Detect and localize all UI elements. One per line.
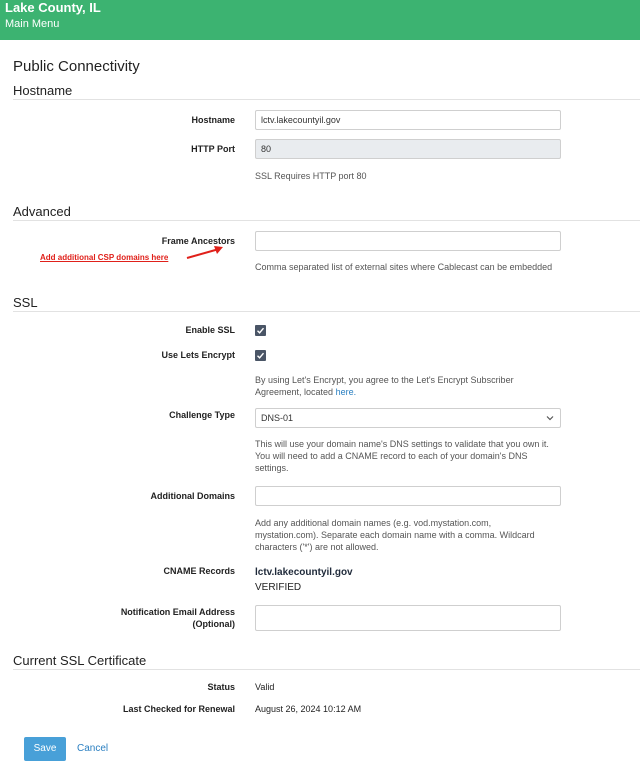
subscriber-agreement-link[interactable]: here. (335, 387, 357, 397)
notification-email-label-line: Notification Email Address (120, 607, 235, 617)
section-divider (13, 669, 640, 670)
http-port-input (255, 139, 561, 159)
certificate-status-label: Status (207, 682, 235, 692)
notification-email-input[interactable] (255, 605, 561, 631)
lets-encrypt-help-line: By using Let's Encrypt, you agree to the Let's Encrypt Subscriber (255, 375, 514, 385)
notification-email-label-line: (Optional) (192, 619, 235, 629)
section-divider (13, 220, 640, 221)
http-port-help: SSL Requires HTTP port 80 (255, 171, 367, 181)
annotation-arrow-icon (185, 244, 225, 262)
challenge-type-value: DNS-01 (261, 413, 294, 423)
cname-records-label: CNAME Records (163, 566, 235, 576)
frame-ancestors-label: Frame Ancestors (161, 236, 235, 246)
csp-annotation: Add additional CSP domains here (40, 253, 169, 262)
section-title-hostname: Hostname (13, 83, 73, 98)
enable-ssl-checkbox[interactable] (255, 325, 266, 336)
challenge-help-line: settings. (255, 463, 289, 473)
lets-encrypt-label: Use Lets Encrypt (161, 350, 235, 360)
cancel-link[interactable]: Cancel (77, 743, 109, 754)
checkmark-icon (256, 326, 265, 335)
save-button[interactable]: Save (24, 737, 66, 761)
last-checked-label: Last Checked for Renewal (122, 704, 235, 714)
brand-name[interactable]: Lake County, IL (5, 0, 101, 15)
cname-record-status: VERIFIED (255, 582, 302, 593)
section-title-ssl: SSL (13, 295, 38, 310)
challenge-type-help (255, 438, 565, 474)
additional-domains-help (255, 517, 565, 553)
section-title-current-certificate: Current SSL Certificate (13, 653, 147, 668)
page-title: Public Connectivity (13, 58, 140, 75)
hostname-label: Hostname (191, 115, 235, 125)
lets-encrypt-help-text: Agreement, located (255, 387, 334, 397)
challenge-type-select[interactable] (255, 408, 561, 428)
enable-ssl-label: Enable SSL (185, 325, 235, 335)
additional-domains-input[interactable] (255, 486, 561, 506)
challenge-help-line: This will use your domain name's DNS settings to validate that you own it. (255, 439, 549, 449)
cname-record-host: lctv.lakecountyil.gov (255, 567, 353, 578)
section-divider (13, 99, 640, 100)
notification-email-label (121, 606, 235, 630)
lets-encrypt-help (255, 374, 565, 398)
checkmark-icon (256, 351, 265, 360)
top-navbar (0, 0, 640, 40)
frame-ancestors-help: Comma separated list of external sites where Cablecast can be embedded (255, 262, 553, 272)
hostname-input[interactable] (255, 110, 561, 130)
http-port-label: HTTP Port (191, 144, 235, 154)
section-title-advanced: Advanced (13, 204, 71, 219)
lets-encrypt-help-line (255, 386, 565, 398)
challenge-type-label: Challenge Type (169, 410, 235, 420)
last-checked-value: August 26, 2024 10:12 AM (255, 704, 362, 714)
additional-domains-help-line: characters ('*') are not allowed. (255, 542, 379, 552)
section-divider (13, 311, 640, 312)
challenge-help-line: You will need to add a CNAME record to each of your domain's DNS (255, 451, 528, 461)
lets-encrypt-checkbox[interactable] (255, 350, 266, 361)
main-menu-link[interactable]: Main Menu (5, 18, 60, 30)
certificate-status-value: Valid (255, 682, 275, 692)
additional-domains-label: Additional Domains (150, 491, 235, 501)
chevron-down-icon (546, 415, 554, 421)
frame-ancestors-input[interactable] (255, 231, 561, 251)
additional-domains-help-line: mystation.com). Separate each domain name with a comma. Wildcard (255, 530, 535, 540)
additional-domains-help-line: Add any additional domain names (e.g. vod.mystation.com, (255, 518, 492, 528)
